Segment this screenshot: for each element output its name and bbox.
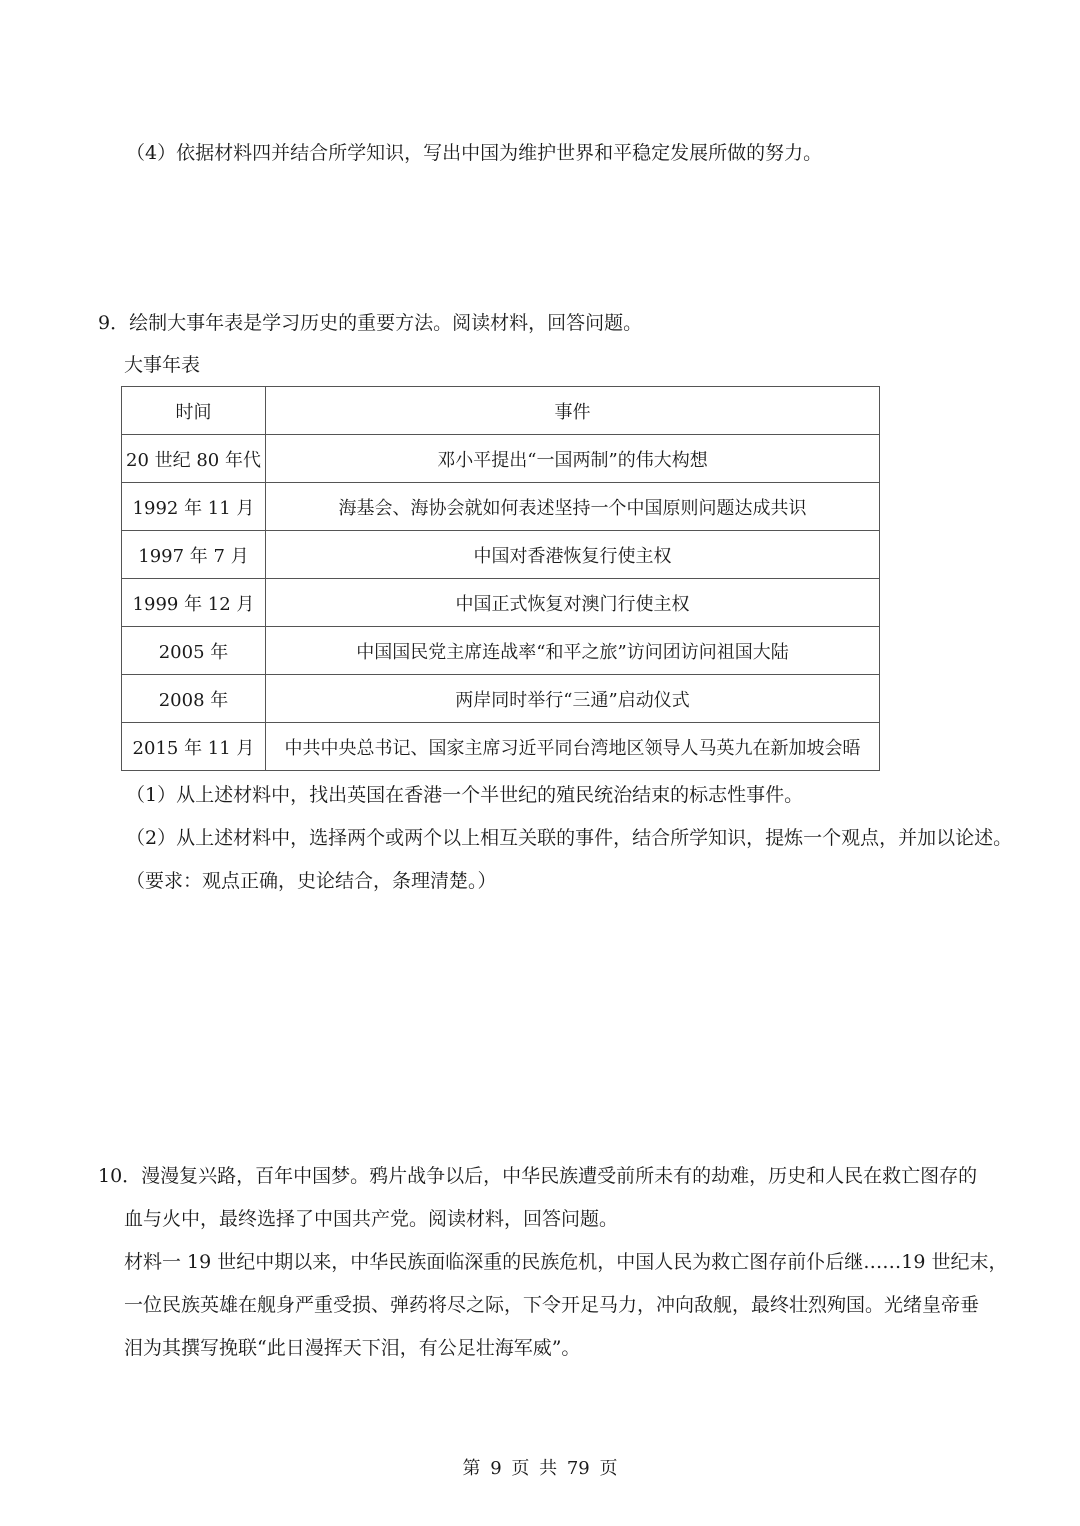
- table-row: [122, 675, 880, 723]
- table-cell-time: 2005 年: [122, 627, 266, 675]
- table-row: [122, 579, 880, 627]
- table-cell-event: 中国国民党主席连战率“和平之旅”访问团访问祖国大陆: [266, 627, 880, 675]
- timeline-table: [121, 386, 880, 771]
- table-cell-event: 中国对香港恢复行使主权: [266, 531, 880, 579]
- question-9-part-1: （1）从上述材料中，找出英国在香港一个半世纪的殖民统治结束的标志性事件。: [126, 784, 804, 806]
- table-row: [122, 627, 880, 675]
- table-row: [122, 531, 880, 579]
- material-1-line-1: 材料一 19 世纪中期以来，中华民族面临深重的民族危机，中国人民为救亡图存前仆后继……19 世纪末，: [124, 1251, 1008, 1273]
- timeline-table-title: 大事年表: [124, 354, 201, 376]
- table-cell-time: 2015 年 11 月: [122, 723, 266, 771]
- page-number-footer: 第 9 页 共 79 页: [462, 1458, 618, 1479]
- table-cell-time: 1992 年 11 月: [122, 483, 266, 531]
- table-cell-event: 两岸同时举行“三通”启动仪式: [266, 675, 880, 723]
- table-cell-event: 邓小平提出“一国两制”的伟大构想: [266, 435, 880, 483]
- table-header-row: [122, 387, 880, 435]
- table-header-event: 事件: [266, 387, 880, 435]
- table-cell-time: 2008 年: [122, 675, 266, 723]
- question-10-stem-line-1: 10．漫漫复兴路，百年中国梦。鸦片战争以后，中华民族遭受前所未有的劫难，历史和人民在救亡图存的: [98, 1165, 978, 1187]
- table-row: [122, 483, 880, 531]
- table-cell-time: 20 世纪 80 年代: [122, 435, 266, 483]
- question-10-stem-line-2: 血与火中，最终选择了中国共产党。阅读材料，回答问题。: [124, 1208, 619, 1230]
- table-cell-event: 中共中央总书记、国家主席习近平同台湾地区领导人马英九在新加坡会晤: [266, 723, 880, 771]
- material-1-line-3: 泪为其撰写挽联“此日漫挥天下泪，有公足壮海军威”。: [124, 1337, 581, 1359]
- question-8-part-4: （4）依据材料四并结合所学知识，写出中国为维护世界和平稳定发展所做的努力。: [126, 142, 823, 164]
- question-9-requirement: （要求：观点正确，史论结合，条理清楚。）: [126, 870, 497, 892]
- table-cell-event: 海基会、海协会就如何表述坚持一个中国原则问题达成共识: [266, 483, 880, 531]
- table-row: [122, 723, 880, 771]
- question-9-part-2: （2）从上述材料中，选择两个或两个以上相互关联的事件，结合所学知识，提炼一个观点，并加以论述。: [126, 827, 1013, 849]
- table-row: [122, 435, 880, 483]
- table-cell-event: 中国正式恢复对澳门行使主权: [266, 579, 880, 627]
- table-cell-time: 1999 年 12 月: [122, 579, 266, 627]
- table-header-time: 时间: [122, 387, 266, 435]
- question-9-stem: 9．绘制大事年表是学习历史的重要方法。阅读材料，回答问题。: [98, 312, 643, 334]
- material-1-line-2: 一位民族英雄在舰身严重受损、弹药将尽之际，下令开足马力，冲向敌舰，最终壮烈殉国。光绪皇帝垂: [124, 1294, 980, 1316]
- table-cell-time: 1997 年 7 月: [122, 531, 266, 579]
